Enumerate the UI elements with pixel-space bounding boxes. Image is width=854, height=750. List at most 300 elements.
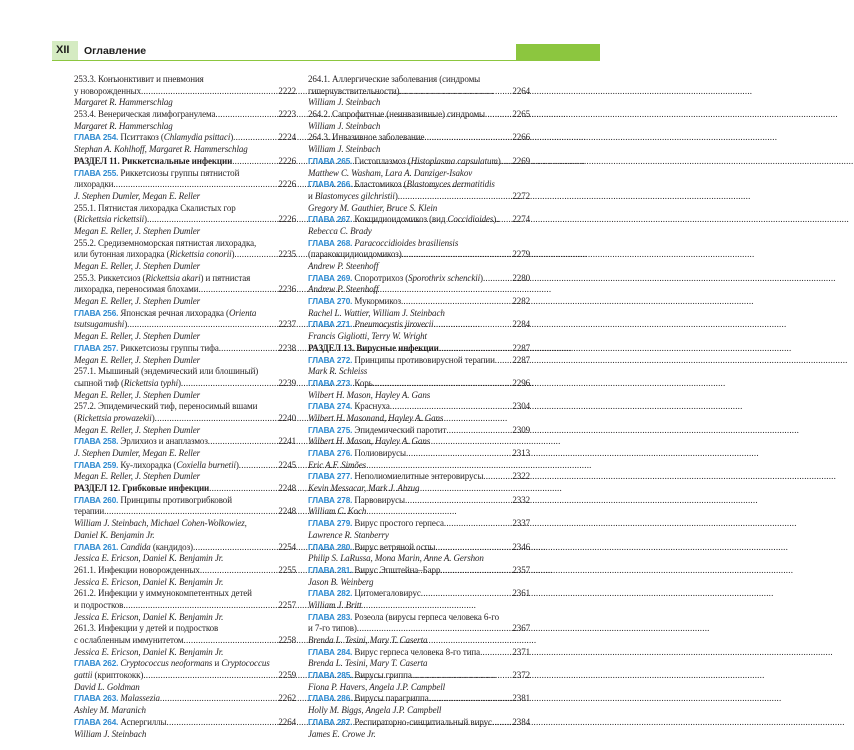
author-line: William J. Steinbach, Michael Cohen-Wolkowiez,: [74, 518, 247, 529]
chapter-label: ГЛАВА 285.: [308, 671, 353, 681]
author-line: Wilbert H. Mason, Hayley A. Gans: [308, 436, 431, 447]
entry-title: [74, 203, 236, 215]
title-text: ): [235, 459, 239, 470]
toc-authors: [74, 577, 296, 589]
entry-title: [308, 448, 406, 460]
title-text: и подростков: [74, 599, 124, 610]
page-ref: 2337: [512, 518, 530, 529]
page-ref: 2284: [512, 319, 530, 330]
toc-entry-line: [74, 460, 296, 472]
toc-authors: [74, 448, 296, 460]
title-text: Coccidioides: [447, 214, 494, 225]
toc-chapter-entry: [308, 156, 530, 168]
toc-column-right: [308, 74, 530, 740]
title-text: 255.2. Средиземноморская пятнистая лихорадка,: [74, 237, 257, 248]
entry-title: [74, 308, 256, 320]
toc-entry-line: [308, 109, 530, 121]
entry-title: [308, 401, 390, 413]
title-text: 257.2. Эпидемический тиф, переносимый вшами: [74, 401, 258, 412]
toc-entry-line: [308, 495, 530, 507]
leader-dots: [501, 156, 512, 168]
entry-title: [308, 693, 429, 705]
leader-dots: [127, 319, 277, 331]
page-ref: 2272: [512, 190, 530, 201]
page-ref: 2274: [512, 214, 530, 225]
toc-entry-line: [308, 565, 530, 577]
entry-title: [74, 436, 208, 448]
chapter-label: ГЛАВА 269.: [308, 273, 353, 283]
title-text: Вирусы гриппа: [354, 670, 412, 681]
page-ref: 2357: [512, 564, 530, 575]
leader-dots: [483, 273, 511, 285]
author-line: Margaret R. Hammerschlag: [74, 120, 173, 131]
leader-dots: [113, 179, 277, 191]
author-line: Megan E. Reller, J. Stephen Dumler: [74, 296, 201, 307]
entry-title: [74, 319, 127, 331]
page-ref: 2226: [278, 179, 296, 190]
title-text: и 7-го типов): [308, 623, 357, 634]
entry-title: [308, 273, 483, 285]
title-text: Blastomyces gilchristii: [314, 190, 395, 201]
page-ref: 2236: [278, 284, 296, 295]
entry-title: [308, 355, 495, 367]
title-text: ): [230, 132, 234, 143]
toc-authors: [74, 191, 296, 203]
section-label: РАЗДЕЛ 12.: [74, 483, 121, 494]
toc-subchapter-entry: [74, 238, 296, 261]
toc-entry-line: [74, 86, 296, 98]
toc-chapter-entry: [308, 518, 530, 530]
title-text: Chlamydia psittaci: [163, 132, 231, 143]
chapter-label: ГЛАВА 284.: [308, 647, 353, 657]
title-text: 261.1. Инфекции новорожденных: [74, 564, 200, 575]
title-text: Респираторно-синцитиальный вирус: [354, 716, 492, 727]
title-text: Вирус простого герпеса: [354, 518, 444, 529]
title-text: 255.3. Риккетсиоз (: [74, 272, 146, 283]
toc-authors: [74, 705, 296, 717]
toc-entry-line: [308, 518, 530, 530]
leader-dots: [143, 670, 277, 682]
entry-title: [308, 214, 496, 226]
toc-entry-line: [308, 214, 530, 226]
entry-title: [74, 378, 181, 390]
toc-authors: [308, 658, 530, 670]
entry-title: [74, 413, 155, 425]
author-line: Philip S. LaRussa, Mona Marin, Anne A. Gershon: [308, 553, 484, 564]
entry-title: [308, 343, 439, 355]
toc-authors: [308, 390, 530, 402]
toc-entry-line: [74, 483, 296, 495]
chapter-label: ГЛАВА 275.: [308, 425, 353, 435]
toc-authors: [74, 331, 296, 343]
toc-chapter-entry: [74, 132, 296, 144]
page-ref: 2332: [512, 494, 530, 505]
chapter-label: ГЛАВА 282.: [308, 589, 353, 599]
title-text: ): [151, 412, 155, 423]
toc-authors: [308, 366, 530, 378]
toc-authors: [308, 577, 530, 589]
toc-entry-line: [308, 343, 530, 355]
leader-dots: [390, 401, 512, 413]
author-line: Rachel L. Wattier, William J. Steinbach: [308, 307, 445, 318]
page-ref: 2240: [278, 412, 296, 423]
toc-authors: [74, 144, 296, 156]
toc-entry-line: [74, 693, 296, 705]
chapter-label: ГЛАВА 255.: [74, 168, 119, 178]
chapter-label: ГЛАВА 271.: [308, 320, 353, 330]
chapter-label: ГЛАВА 259.: [74, 460, 119, 470]
title-text: 264.1. Аллергические заболевания (синдромы: [308, 74, 481, 84]
title-text: Histoplasma capsulatum: [410, 155, 498, 166]
author-line: Lawrence R. Stanberry: [308, 529, 389, 540]
page-ref: 2258: [278, 635, 296, 645]
toc-authors: [308, 460, 530, 472]
title-text: 261.3. Инфекции у детей и подростков: [74, 623, 219, 634]
page-ref: 2223: [278, 109, 296, 120]
toc-chapter-entry: [74, 495, 296, 518]
entry-title: [74, 168, 239, 180]
entry-title: [308, 132, 424, 144]
toc-entry-line: [74, 623, 296, 635]
leader-dots: [219, 343, 278, 355]
page-ref: 2322: [512, 471, 530, 482]
author-line: William J. Steinbach: [308, 120, 381, 131]
entry-title: [308, 191, 398, 203]
author-line: Megan E. Reller, J. Stephen Dumler: [74, 471, 201, 482]
toc-chapter-entry: [308, 495, 530, 507]
toc-authors: [74, 471, 296, 483]
title-text: Вирусные инфекции: [356, 342, 439, 353]
leader-dots: [160, 693, 277, 705]
toc-entry-line: [308, 319, 530, 331]
toc-authors: [74, 296, 296, 308]
entry-title: [74, 670, 143, 682]
toc-subchapter-entry: [74, 273, 296, 296]
author-line: Jason B. Weinberg: [308, 576, 374, 587]
toc-entry-line: [308, 249, 530, 261]
toc-chapter-entry: [308, 401, 530, 413]
toc-entry-line: [74, 273, 296, 285]
entry-title: [74, 179, 113, 191]
toc-authors: [308, 530, 530, 542]
page-ref: 2313: [512, 448, 530, 458]
toc-entry-line: [308, 588, 530, 600]
toc-subchapter-entry: [74, 565, 296, 577]
page-ref: 2279: [512, 249, 530, 260]
title-text: Бластомикоз (: [354, 179, 407, 190]
title-text: Rickettsia conorii: [169, 249, 232, 260]
toc-entry-line: [74, 343, 296, 355]
leader-dots: [123, 600, 277, 612]
title-text: (криптококк): [92, 670, 144, 681]
chapter-label: ГЛАВА 268.: [308, 238, 353, 248]
entry-title: [74, 156, 232, 168]
toc-entry-line: [74, 378, 296, 390]
title-text: Принципы противовирусной терапии: [354, 354, 495, 365]
page-ref: 2226: [278, 214, 296, 225]
toc-chapter-entry: [308, 588, 530, 600]
toc-authors: [308, 261, 530, 273]
toc-subchapter-entry: [74, 109, 296, 121]
entry-title: [308, 74, 480, 86]
toc-authors: [308, 506, 530, 518]
toc-chapter-entry: [74, 436, 296, 448]
toc-entry-line: [74, 249, 296, 261]
chapter-label: ГЛАВА 279.: [308, 519, 353, 529]
toc-subchapter-entry: [74, 366, 296, 389]
title-text: ): [493, 214, 497, 225]
title-text: (: [74, 214, 77, 225]
toc-authors: [308, 97, 530, 109]
toc-chapter-entry: [74, 343, 296, 355]
entry-title: [74, 74, 204, 86]
title-text: ): [231, 249, 235, 260]
title-text: Malassezia: [120, 693, 160, 704]
page-number: XII: [56, 44, 70, 56]
author-line: Matthew C. Washam, Lara A. Danziger-Isakov: [308, 167, 473, 178]
title-text: ): [497, 155, 501, 166]
page-ref: 2255: [278, 564, 296, 575]
leader-dots: [208, 436, 278, 448]
toc-entry-line: [74, 436, 296, 448]
entry-title: [74, 623, 218, 635]
title-text: ) и пятнистая: [200, 272, 251, 283]
toc-chapter-entry: [308, 542, 530, 554]
header-accent-bar: [516, 44, 600, 61]
entry-title: [74, 600, 123, 612]
toc-entry-line: [308, 74, 530, 86]
title-text: gattii: [74, 670, 93, 681]
toc-authors: [308, 729, 530, 741]
page-ref: 2241: [278, 436, 296, 447]
toc-column-left: [74, 74, 296, 740]
leader-dots: [406, 448, 511, 460]
toc-entry-line: [74, 132, 296, 144]
leader-dots: [239, 460, 278, 472]
toc-entry-line: [308, 238, 530, 250]
author-line: Megan E. Reller, J. Stephen Dumler: [74, 261, 201, 271]
leader-dots: [398, 191, 512, 203]
entry-title: [74, 366, 258, 378]
chapter-label: ГЛАВА 254.: [74, 133, 119, 143]
author-line: Megan E. Reller, J. Stephen Dumler: [74, 389, 201, 400]
page-ref: 2381: [512, 693, 530, 704]
toc-subchapter-entry: [74, 74, 296, 97]
page-ref: 2264: [278, 716, 296, 727]
toc-entry-line: [308, 612, 530, 624]
entry-title: [308, 319, 434, 331]
author-line: Fiona P. Havers, Angela J.P. Campbell: [308, 681, 446, 692]
title-text: Blastomyces dermatitidis: [406, 179, 495, 190]
entry-title: [308, 471, 483, 483]
leader-dots: [357, 623, 512, 635]
page-ref: 2280: [512, 272, 530, 283]
entry-title: [74, 542, 193, 554]
toc-chapter-entry: [308, 471, 530, 483]
title-text: Корь: [354, 377, 373, 388]
author-line: Brenda L. Tesini, Mary T. Caserta: [308, 635, 428, 645]
author-line: Andrew P. Steenhoff: [308, 284, 379, 295]
chapter-label: ГЛАВА 264.: [74, 717, 119, 727]
author-line: Eric A.F. Simões: [308, 459, 367, 470]
page-ref: 2239: [278, 377, 296, 388]
toc-authors: [74, 97, 296, 109]
title-text: Эрлихиоз и анаплазмоз: [120, 436, 208, 447]
toc-entry-line: [74, 319, 296, 331]
title-text: Pneumocystis jirovecii: [354, 319, 434, 330]
title-text: Полиовирусы: [354, 448, 406, 458]
leader-dots: [193, 542, 277, 554]
toc-authors: [308, 226, 530, 238]
page-ref: 2254: [278, 541, 296, 552]
author-line: William J. Britt: [308, 599, 362, 610]
chapter-label: ГЛАВА 274.: [308, 402, 353, 412]
toc-chapter-entry: [308, 214, 530, 226]
chapter-label: ГЛАВА 266.: [308, 180, 353, 190]
entry-title: [74, 565, 200, 577]
toc-entry-line: [308, 670, 530, 682]
toc-chapter-entry: [308, 693, 530, 705]
toc-entry-line: [74, 600, 296, 612]
leader-dots: [402, 249, 512, 261]
title-text: Cryptococcus neoformans: [120, 658, 213, 669]
title-text: Риккетсиозы группы пятнистой: [120, 167, 240, 178]
leader-dots: [421, 588, 512, 600]
author-line: Jessica E. Ericson, Daniel K. Benjamin Jr.: [74, 553, 224, 564]
entry-title: [74, 109, 215, 121]
page-ref: 2287: [512, 354, 530, 365]
page-ref: 2257: [278, 599, 296, 610]
toc-section-entry: [74, 156, 296, 168]
title-text: Неполиомиелитные энтеровирусы: [354, 471, 484, 482]
page-ref: 2367: [512, 623, 530, 634]
entry-title: [308, 378, 373, 390]
toc-authors: [308, 705, 530, 717]
leader-dots: [444, 518, 511, 530]
toc-subchapter-entry: [74, 203, 296, 226]
title-text: Цитомегаловирус: [354, 588, 421, 599]
toc-authors: [308, 168, 530, 180]
title-text: Японская речная лихорадка (: [120, 307, 229, 318]
toc-chapter-entry: [308, 670, 530, 682]
author-line: Francis Gigliotti, Terry W. Wright: [308, 331, 427, 342]
entry-title: [308, 612, 499, 624]
author-line: Andrew P. Steenhoff: [308, 261, 379, 271]
toc-authors: [308, 203, 530, 215]
chapter-label: ГЛАВА 260.: [74, 495, 119, 505]
title-text: (паракокцидиоидомикоз): [308, 249, 402, 260]
chapter-label: ГЛАВА 256.: [74, 308, 119, 318]
toc-chapter-entry: [308, 425, 530, 437]
toc-entry-line: [74, 670, 296, 682]
title-text: ): [480, 272, 483, 283]
toc-entry-line: [308, 378, 530, 390]
author-line: William J. Steinbach: [74, 728, 147, 739]
toc-subchapter-entry: [74, 623, 296, 646]
chapter-label: ГЛАВА 257.: [74, 343, 119, 353]
title-text: Вирус ветряной оспы: [354, 541, 436, 552]
page-ref: 2248: [278, 483, 296, 494]
leader-dots: [429, 693, 512, 705]
entry-title: [74, 588, 252, 600]
author-line: Megan E. Reller, J. Stephen Dumler: [74, 354, 201, 365]
entry-title: [74, 483, 209, 495]
page-ref: 2237: [278, 319, 296, 330]
chapter-label: ГЛАВА 270.: [308, 297, 353, 307]
leader-dots: [485, 109, 511, 121]
toc-entry-line: [74, 238, 296, 250]
title-text: Кокцидиоидомикоз (вид: [354, 214, 448, 225]
toc-chapter-entry: [74, 308, 296, 331]
entry-title: [308, 296, 401, 308]
leader-dots: [405, 495, 511, 507]
entry-title: [308, 179, 495, 191]
title-text: Эпидемический паротит: [354, 424, 447, 435]
title-text: у новорожденных: [74, 85, 142, 96]
author-line: Wilbert H. Mason, Hayley A. Gans: [308, 389, 431, 400]
toc-authors: [308, 284, 530, 296]
title-text: Риккетсиозы группы тифа: [120, 342, 219, 353]
author-line: William C. Koch: [308, 506, 367, 517]
author-line: William J. Steinbach: [308, 144, 381, 155]
toc-entry-line: [74, 214, 296, 226]
entry-title: [308, 518, 444, 530]
toc-entry-line: [308, 471, 530, 483]
title-text: Грибковые инфекции: [122, 483, 210, 494]
toc-chapter-entry: [308, 612, 530, 635]
leader-dots: [435, 542, 511, 554]
page-ref: 2296: [512, 377, 530, 388]
title-text: Парвовирусы: [354, 494, 405, 505]
toc-chapter-entry: [308, 179, 530, 202]
title-text: Rickettsia prowazekii: [76, 412, 152, 423]
leader-dots: [412, 670, 512, 682]
entry-title: [74, 693, 160, 705]
toc-authors: [308, 144, 530, 156]
title-text: Rickettsia akari: [145, 272, 201, 283]
toc-authors: [308, 121, 530, 133]
author-line: William J. Steinbach: [308, 97, 381, 108]
author-line: James E. Crowe Jr.: [308, 728, 376, 739]
leader-dots: [480, 647, 511, 659]
entry-title: [308, 647, 480, 659]
toc-section-entry: [74, 483, 296, 495]
title-text: Orienta: [228, 307, 257, 318]
toc-chapter-entry: [74, 460, 296, 472]
toc-entry-line: [74, 203, 296, 215]
title-text: ): [394, 190, 398, 201]
toc-entry-line: [308, 296, 530, 308]
toc-authors: [308, 483, 530, 495]
leader-dots: [483, 471, 511, 483]
entry-title: [308, 109, 485, 121]
toc-chapter-entry: [308, 448, 530, 460]
title-text: Coxiella burnetii: [176, 459, 236, 470]
toc-entry-line: [308, 448, 530, 460]
toc-chapter-entry: [308, 378, 530, 390]
toc-chapter-entry: [308, 296, 530, 308]
chapter-label: ГЛАВА 272.: [308, 355, 353, 365]
title-text: Пситтакоз (: [120, 132, 164, 143]
toc-authors: [74, 682, 296, 694]
author-line: Jessica E. Ericson, Daniel K. Benjamin Jr.: [74, 646, 224, 657]
section-label: РАЗДЕЛ 11.: [74, 155, 120, 166]
leader-dots: [399, 86, 511, 98]
author-line: J. Stephen Dumler, Megan E. Reller: [74, 448, 201, 458]
title-text: с ослабленным иммунитетом: [74, 635, 184, 645]
title-text: ): [124, 319, 128, 330]
leader-dots: [209, 483, 277, 495]
